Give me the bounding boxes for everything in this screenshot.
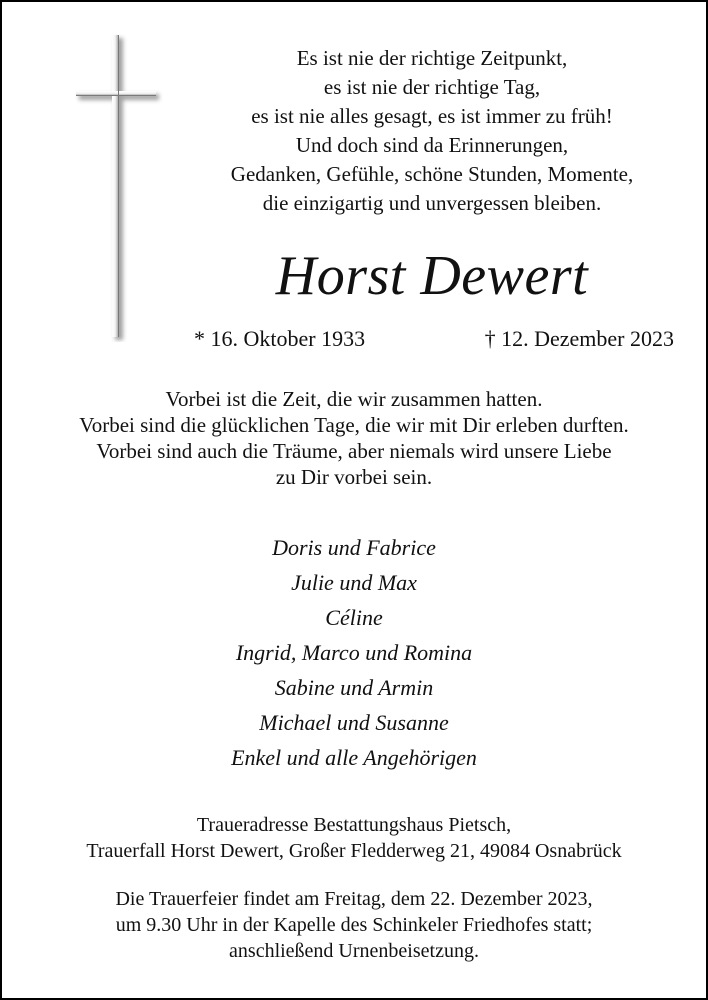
birth-date: * 16. Oktober 1933: [194, 326, 366, 351]
address-line: Trauerfall Horst Dewert, Großer Fledderweg 21, 49084 Osnabrück: [86, 840, 622, 862]
address-line: Traueradresse Bestattungshaus Pietsch,: [196, 814, 512, 836]
cross-icon: [74, 32, 164, 342]
verse-line: Vorbei sind die glücklichen Tage, die wir mit Dir erleben durften.: [79, 413, 629, 437]
poem-line: Es ist nie der richtige Zeitpunkt,: [296, 46, 568, 70]
funeral-service-info: [2, 886, 706, 964]
mourner-entry: Julie und Max: [291, 570, 417, 595]
poem-line: Gedanken, Gefühle, schöne Stunden, Momente,: [230, 162, 634, 186]
farewell-verse: [2, 386, 706, 490]
mourning-address: [2, 812, 706, 864]
service-line: Die Trauerfeier findet am Freitag, dem 22. Dezember 2023,: [115, 888, 593, 910]
poem-line: die einzigartig und unvergessen bleiben.: [262, 191, 602, 215]
opening-poem: [182, 44, 682, 218]
deceased-name: Horst Dewert: [275, 245, 589, 307]
service-line: um 9.30 Uhr in der Kapelle des Schinkeler Friedhofes statt;: [115, 914, 593, 936]
mourner-entry: Enkel und alle Angehörigen: [231, 745, 477, 770]
poem-line: es ist nie der richtige Tag,: [323, 75, 541, 99]
death-date: † 12. Dezember 2023: [484, 326, 674, 351]
mourner-entry: Ingrid, Marco und Romina: [235, 640, 473, 665]
verse-line: Vorbei ist die Zeit, die wir zusammen hatten.: [165, 387, 543, 411]
poem-line: es ist nie alles gesagt, es ist immer zu früh!: [251, 104, 613, 128]
mourner-entry: Michael und Susanne: [259, 710, 449, 735]
mourner-entry: Sabine und Armin: [274, 675, 434, 700]
verse-line: Vorbei sind auch die Träume, aber niemals wird unsere Liebe: [96, 439, 612, 463]
verse-line: zu Dir vorbei sein.: [275, 465, 433, 489]
service-line: anschließend Urnenbeisetzung.: [229, 940, 479, 962]
mourners-list: [2, 530, 706, 775]
mourner-entry: Doris und Fabrice: [272, 535, 436, 560]
poem-line: Und doch sind da Erinnerungen,: [295, 133, 569, 157]
mourner-entry: Céline: [325, 605, 383, 630]
